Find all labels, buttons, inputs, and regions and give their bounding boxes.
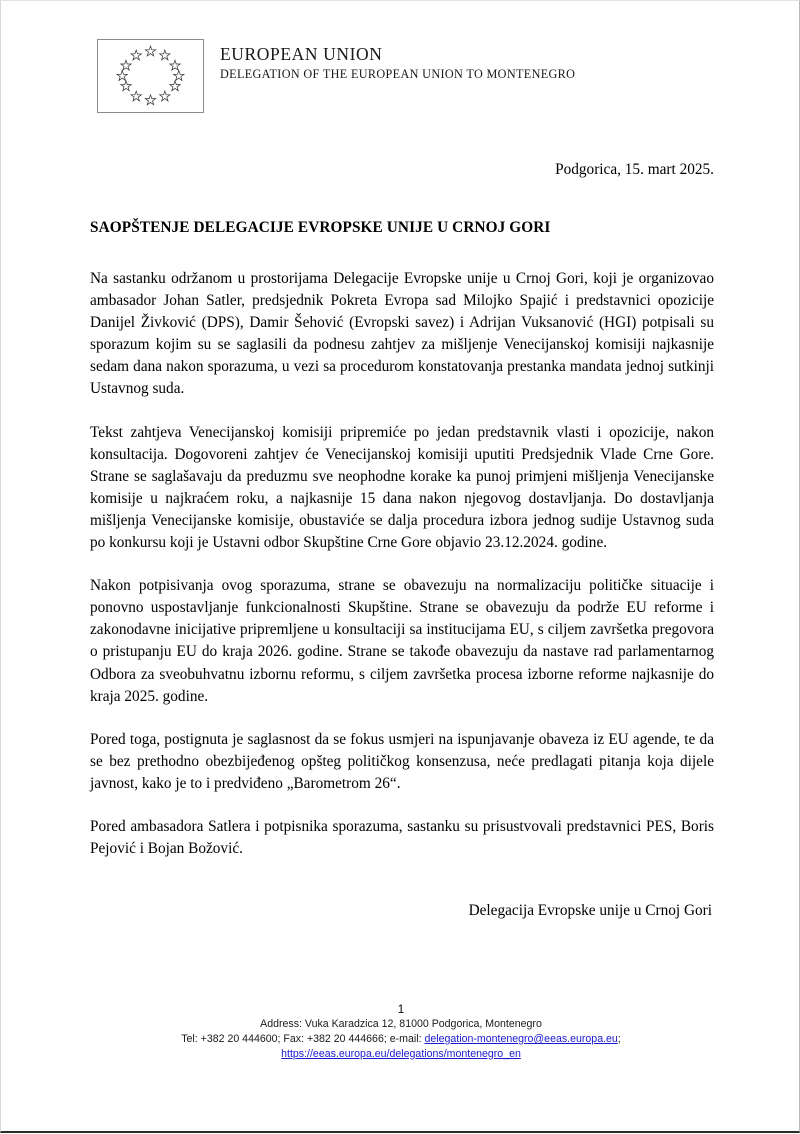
document-body (90, 1, 714, 920)
organization-name: EUROPEAN UNION (220, 44, 383, 64)
delegation-name: DELEGATION OF THE EUROPEAN UNION TO MONTENEGRO (220, 66, 576, 81)
footer-contact-prefix: Tel: +382 20 444600; Fax: +382 20 444666; e-mail: (181, 1032, 425, 1045)
page-title: SAOPŠTENJE DELEGACIJE EVROPSKE UNIJE U CRNOJ GORI (90, 219, 551, 236)
paragraph-list (90, 268, 714, 860)
document-footer (1, 1003, 800, 1061)
paragraph: Tekst zahtjeva Venecijanskoj komisiji pripremiće po jedan predstavnik vlasti i opozicije, nakon konsultacija. Dogovoreni zahtjev će Venecijanskoj komisiji uputiti Predsjednik Vlade Crne Gore. Strane se saglašavaju da preduzmu sve neophodne korake ka punoj primjeni mišljenja Venecijanske komisije u najkraćem roku, a najkasnije 15 dana nakon njegovog dostavljanja. Do dostavljanja mišljenja Venecijanske komisije, obustaviće se dalja procedura izbora jednog sudije Ustavnog suda po konkursu koji je Ustavni odbor Skupštine Crne Gore objavio 23.12.2024. godine. (90, 423, 714, 552)
footer-address: Address: Vuka Karadzica 12, 81000 Podgorica, Montenegro (260, 1018, 542, 1031)
paragraph: Pored ambasadora Satlera i potpisnika sporazuma, sastanku su prisustvovali predstavnici PES, Boris Pejović i Bojan Božović. (90, 817, 714, 858)
page-number: 1 (397, 1004, 405, 1016)
footer-contact-suffix: ; (617, 1032, 621, 1045)
website-link[interactable]: https://eeas.europa.eu/delegations/montenegro_en (281, 1047, 521, 1060)
email-link[interactable]: delegation-montenegro@eeas.europa.eu (424, 1032, 618, 1045)
signature-line: Delegacija Evropske unije u Crnoj Gori (468, 902, 712, 920)
paragraph: Nakon potpisivanja ovog sporazuma, strane se obavezuju na normalizaciju političke situacije i ponovno uspostavljanje funkcionalnosti Skupštine. Strane se obavezuju da podrže EU reforme i zakonodavne inicijative pripremljene u konsultaciji sa institucijama EU, s ciljem završetka pregovora o pristupanju EU do kraja 2026. godine. Strane se takođe obavezuju da nastave rad parlamentarnog Odbora za sveobuhvatnu izbornu reformu, s ciljem završetka procesa izborne reforme najkasnije do kraja 2025. godine. (90, 577, 714, 705)
paragraph: Pored toga, postignuta je saglasnost da se fokus usmjeri na ispunjavanje obaveza iz EU agende, te da se bez prethodno obezbijeđenog opšteg političkog konsenzusa, neće predlagati pitanja koja dijele javnost, kako je to i predviđeno „Barometrom 26“. (90, 730, 714, 792)
footer-website (1, 1047, 800, 1062)
dateline: Podgorica, 15. mart 2025. (555, 161, 714, 178)
footer-contact (1, 1032, 800, 1047)
paragraph: Na sastanku održanom u prostorijama Delegacije Evropske unije u Crnoj Gori, koji je organizovao ambasador Johan Satler, predsjednik Pokreta Evropa sad Milojko Spajić i predstavnici opozicije Danijel Živković (DPS), Damir Šehović (Evropski savez) i Adrijan Vuksanović (HGI) potpisali su sporazum kojim su se saglasili da podnesu zahtjev za mišljenje Venecijanskoj komisiji najkasnije sedam dana nakon sporazuma, u vezi sa procedurom konstatovanja prestanka mandata jednoj sutkinji Ustavnog suda. (90, 270, 714, 398)
